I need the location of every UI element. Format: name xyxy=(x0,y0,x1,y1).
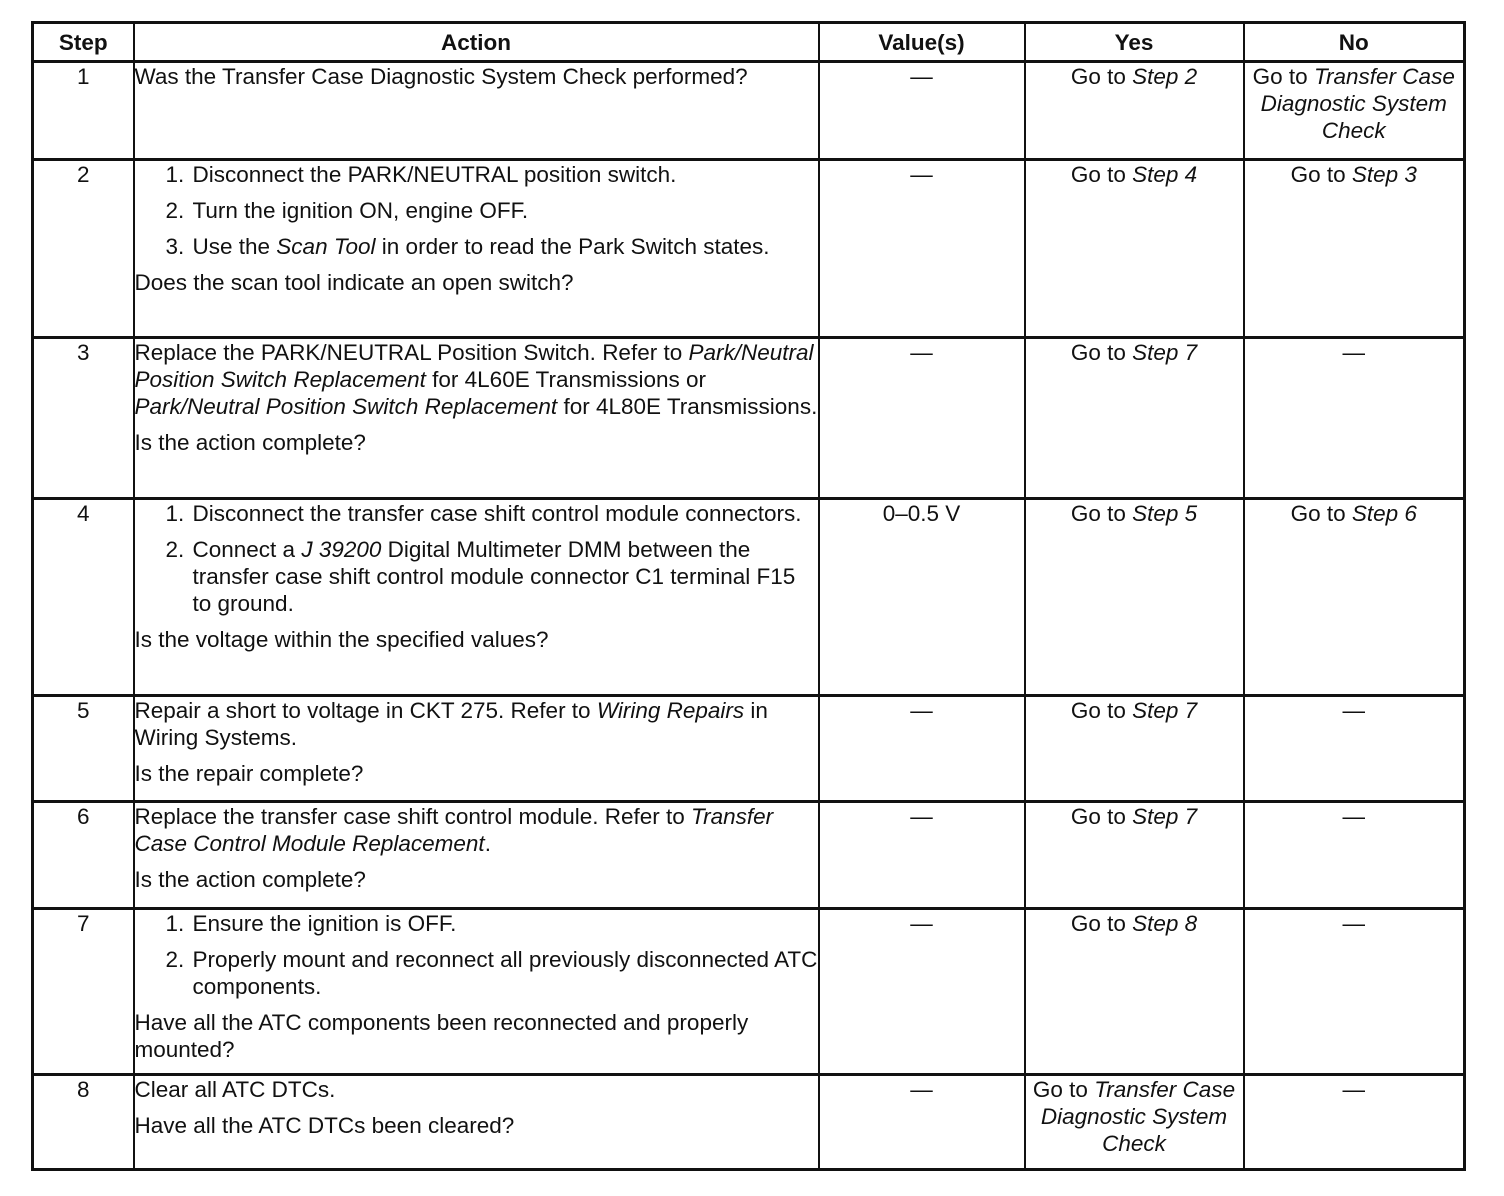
step-number: 2 xyxy=(33,160,134,338)
action-text-part: for 4L80E Transmissions. xyxy=(557,394,818,419)
yes-prefix: Go to xyxy=(1070,804,1133,829)
list-item-text: Ensure the ignition is OFF. xyxy=(192,911,457,936)
yes-link[interactable]: Step 7 xyxy=(1132,698,1198,723)
yes-link[interactable]: Step 7 xyxy=(1132,804,1198,829)
header-row xyxy=(33,23,1465,62)
yes-prefix: Go to xyxy=(1070,340,1133,365)
yes-cell[interactable] xyxy=(1025,62,1244,160)
yes-link[interactable]: Step 2 xyxy=(1132,64,1198,89)
value-cell: — xyxy=(819,696,1025,802)
no-prefix: Go to xyxy=(1252,64,1314,89)
yes-prefix: Go to xyxy=(1070,64,1133,89)
no-cell: — xyxy=(1244,696,1465,802)
action-list xyxy=(135,161,818,260)
yes-cell[interactable] xyxy=(1025,802,1244,909)
list-item-text: Turn the ignition ON, engine OFF. xyxy=(192,198,529,223)
list-item xyxy=(191,197,818,224)
action-cell xyxy=(134,62,819,160)
action-question: Is the repair complete? xyxy=(134,761,364,786)
action-cell xyxy=(134,338,819,499)
no-link[interactable]: Step 3 xyxy=(1351,162,1417,187)
action-cell xyxy=(134,499,819,696)
action-text xyxy=(135,803,818,857)
action-cell xyxy=(134,1075,819,1170)
no-cell: — xyxy=(1244,909,1465,1075)
list-item-text: Connect a xyxy=(192,537,302,562)
no-cell: — xyxy=(1244,1075,1465,1170)
list-item-text: Disconnect the PARK/NEUTRAL position switch. xyxy=(192,162,677,187)
header-no: No xyxy=(1244,23,1465,62)
table-row xyxy=(33,1075,1465,1170)
value-cell: — xyxy=(819,160,1025,338)
action-cell xyxy=(134,160,819,338)
action-text xyxy=(135,339,818,420)
no-prefix: Go to xyxy=(1290,501,1352,526)
table-row xyxy=(33,338,1465,499)
action-text-part: . xyxy=(484,831,491,856)
action-question: Have all the ATC components been reconnected and properly mounted? xyxy=(134,1010,749,1062)
table-row xyxy=(33,802,1465,909)
list-item xyxy=(191,161,818,188)
step-number: 3 xyxy=(33,338,134,499)
yes-cell[interactable] xyxy=(1025,338,1244,499)
list-item-text: Digital Multimeter DMM between the transfer case shift control module connector C1 terminal F15 to ground. xyxy=(192,537,796,616)
no-link[interactable]: Transfer Case Diagnostic System Check xyxy=(1260,64,1455,143)
action-text-part: in Wiring Systems. xyxy=(134,698,768,750)
list-item-emphasis: Scan Tool xyxy=(276,234,376,259)
table-row xyxy=(33,499,1465,696)
action-cell xyxy=(134,802,819,909)
header-values: Value(s) xyxy=(819,23,1025,62)
action-question: Is the action complete? xyxy=(134,430,366,455)
action-text: Was the Transfer Case Diagnostic System Check performed? xyxy=(134,64,748,89)
action-reference: Park/Neutral Position Switch Replacement xyxy=(134,340,814,392)
action-list xyxy=(135,500,818,617)
yes-prefix: Go to xyxy=(1070,698,1133,723)
list-item-text: Disconnect the transfer case shift control module connectors. xyxy=(192,501,802,526)
action-question: Is the voltage within the specified values? xyxy=(134,627,549,652)
value-cell: — xyxy=(819,338,1025,499)
action-text xyxy=(135,697,818,751)
list-item-emphasis: J 39200 xyxy=(301,537,382,562)
action-text-part: Replace the transfer case shift control module. Refer to xyxy=(134,804,692,829)
action-text-part: for 4L60E Transmissions or xyxy=(425,367,707,392)
no-cell[interactable] xyxy=(1244,160,1465,338)
action-question: Is the action complete? xyxy=(134,867,366,892)
action-text-part: Replace the PARK/NEUTRAL Position Switch. Refer to xyxy=(134,340,689,365)
yes-prefix: Go to xyxy=(1032,1077,1095,1102)
step-number: 4 xyxy=(33,499,134,696)
yes-prefix: Go to xyxy=(1070,501,1133,526)
no-link[interactable]: Step 6 xyxy=(1351,501,1417,526)
table-row xyxy=(33,909,1465,1075)
list-item-text: Use the xyxy=(192,234,277,259)
list-item xyxy=(191,946,818,1000)
yes-cell[interactable] xyxy=(1025,160,1244,338)
action-cell xyxy=(134,909,819,1075)
table-row xyxy=(33,696,1465,802)
value-cell: — xyxy=(819,802,1025,909)
action-list xyxy=(135,910,818,1000)
value-cell: 0–0.5 V xyxy=(819,499,1025,696)
yes-link[interactable]: Step 7 xyxy=(1132,340,1198,365)
no-cell[interactable] xyxy=(1244,62,1465,160)
no-prefix: Go to xyxy=(1290,162,1352,187)
action-reference: Transfer Case Control Module Replacement xyxy=(134,804,774,856)
header-yes: Yes xyxy=(1025,23,1244,62)
yes-cell[interactable] xyxy=(1025,1075,1244,1170)
step-number: 6 xyxy=(33,802,134,909)
value-cell: — xyxy=(819,909,1025,1075)
diagnostic-table xyxy=(31,21,1466,1171)
yes-cell[interactable] xyxy=(1025,499,1244,696)
yes-link[interactable]: Step 4 xyxy=(1132,162,1198,187)
action-cell xyxy=(134,696,819,802)
list-item-text: Properly mount and reconnect all previously disconnected ATC components. xyxy=(192,947,818,999)
yes-link[interactable]: Step 5 xyxy=(1132,501,1198,526)
step-number: 7 xyxy=(33,909,134,1075)
yes-prefix: Go to xyxy=(1070,911,1133,936)
table-row xyxy=(33,160,1465,338)
list-item xyxy=(191,233,818,260)
list-item xyxy=(191,500,818,527)
yes-link[interactable]: Transfer Case Diagnostic System Check xyxy=(1040,1077,1236,1156)
no-cell: — xyxy=(1244,802,1465,909)
value-cell: — xyxy=(819,62,1025,160)
yes-link[interactable]: Step 8 xyxy=(1132,911,1198,936)
action-text-part: Repair a short to voltage in CKT 275. Refer to xyxy=(134,698,597,723)
step-number: 5 xyxy=(33,696,134,802)
step-number: 8 xyxy=(33,1075,134,1170)
action-reference: Wiring Repairs xyxy=(596,698,745,723)
list-item-text: in order to read the Park Switch states. xyxy=(375,234,770,259)
action-question: Does the scan tool indicate an open switch? xyxy=(134,270,574,295)
table-row xyxy=(33,62,1465,160)
action-question: Have all the ATC DTCs been cleared? xyxy=(134,1113,515,1138)
action-reference: Park/Neutral Position Switch Replacement xyxy=(134,394,558,419)
header-step: Step xyxy=(33,23,134,62)
yes-cell[interactable] xyxy=(1025,696,1244,802)
yes-cell[interactable] xyxy=(1025,909,1244,1075)
no-cell: — xyxy=(1244,338,1465,499)
header-action: Action xyxy=(134,23,819,62)
step-number: 1 xyxy=(33,62,134,160)
value-cell: — xyxy=(819,1075,1025,1170)
list-item xyxy=(191,536,818,617)
list-item xyxy=(191,910,818,937)
action-text: Clear all ATC DTCs. xyxy=(134,1077,336,1102)
yes-prefix: Go to xyxy=(1070,162,1133,187)
no-cell[interactable] xyxy=(1244,499,1465,696)
